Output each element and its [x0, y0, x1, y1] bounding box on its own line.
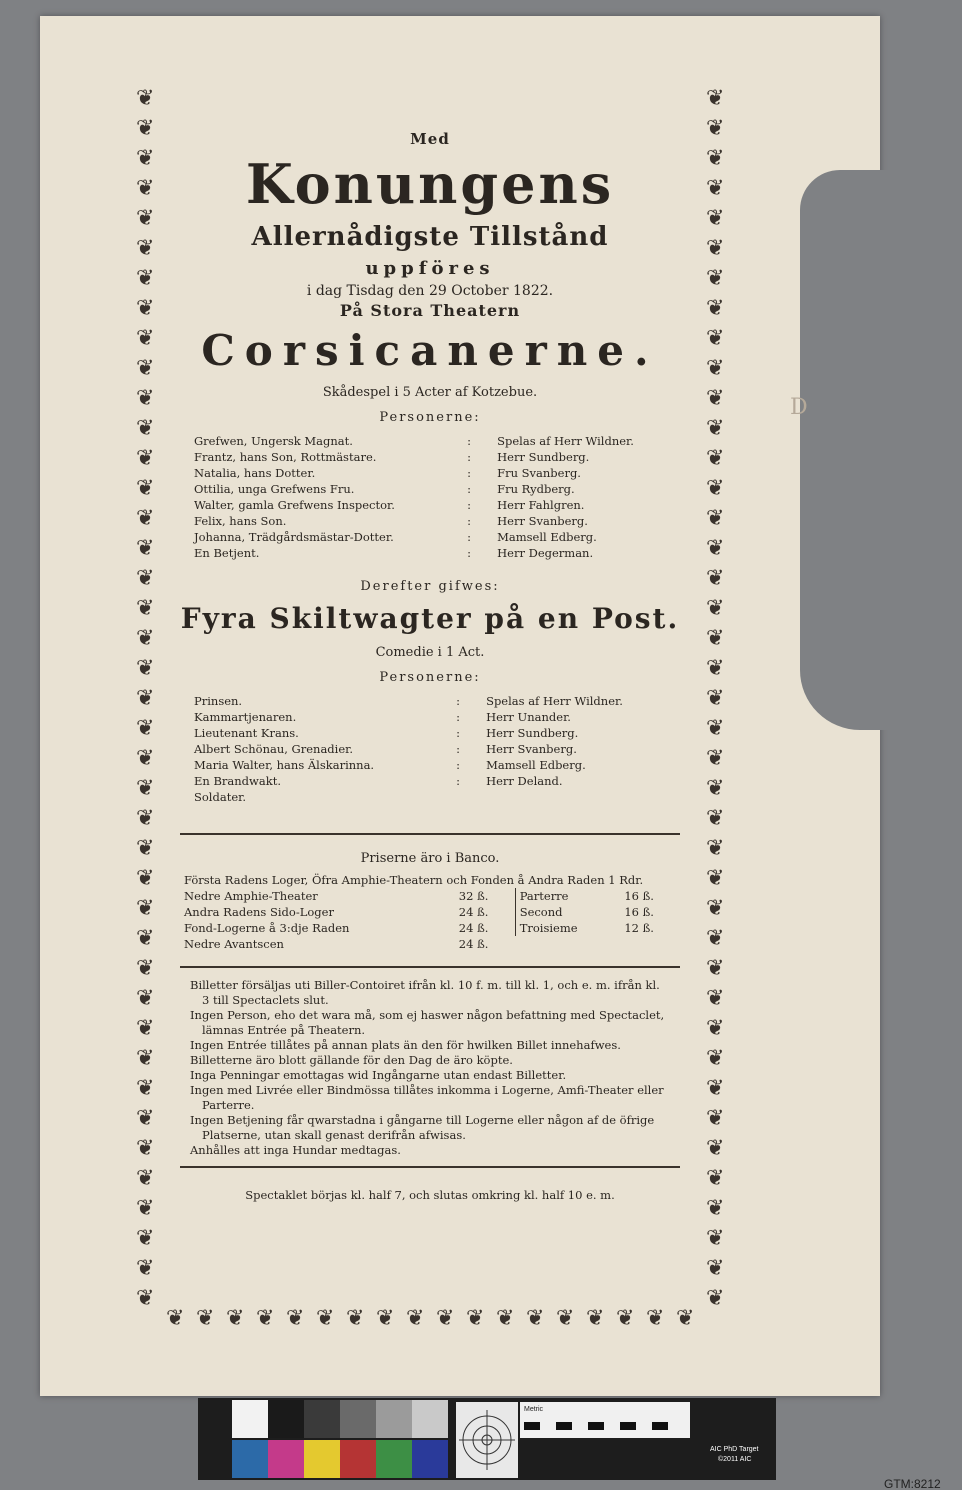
ornament-icon: ❦ [706, 1046, 725, 1071]
price: 16 ß. [624, 889, 654, 903]
price-row [180, 872, 680, 888]
ornament-icon: ❦ [706, 506, 725, 531]
ornament-icon: ❦ [706, 146, 725, 171]
price-row [180, 936, 680, 952]
ornament-icon: ❦ [136, 896, 155, 921]
target-title: AIC PhD Target [710, 1446, 759, 1453]
ornament-icon: ❦ [706, 896, 725, 921]
rule-item: Ingen Betjening får qwarstadna i gångarne till Logerne eller någon af de öfrige Platserne, utan skall genast derifrån afwisas. [190, 1113, 655, 1142]
ruler [520, 1402, 690, 1438]
ornament-icon: ❦ [676, 1306, 695, 1331]
ornament-icon: ❦ [706, 746, 725, 771]
role: Lieutenant Krans. [194, 726, 299, 740]
price: 16 ß. [624, 905, 654, 919]
gray-patch [268, 1400, 304, 1438]
ornament-icon: ❦ [136, 1166, 155, 1191]
dots: : [467, 546, 472, 560]
cast-row [190, 433, 670, 449]
actor: Fru Rydberg. [497, 482, 575, 496]
rule-item: Ingen med Livrée eller Bindmössa tillåtes inkomma i Logerne, Amfi-Theater eller Parterre. [190, 1083, 664, 1112]
role: Albert Schönau, Grenadier. [194, 742, 354, 756]
ornament-icon: ❦ [706, 326, 725, 351]
ornament-icon: ❦ [136, 1196, 155, 1221]
price: 24 ß. [458, 921, 489, 935]
ornament-icon: ❦ [226, 1306, 245, 1331]
actor: Herr Deland. [486, 774, 563, 788]
role: Walter, gamla Grefwens Inspector. [194, 498, 395, 512]
divider [180, 1166, 680, 1168]
ornament-icon: ❦ [706, 206, 725, 231]
gray-patch [376, 1400, 412, 1438]
ornament-icon: ❦ [136, 1256, 155, 1281]
ornament-icon: ❦ [136, 776, 155, 801]
price-first-line: Första Radens Loger, Öfra Amphie-Theatern och Fonden å Andra Raden 1 Rdr. [184, 873, 644, 887]
cast-row [190, 789, 670, 805]
role: Johanna, Trädgårdsmästar-Dotter. [194, 530, 394, 544]
seat: Fond-Logerne å 3:dje Raden [184, 921, 350, 935]
ornament-icon: ❦ [136, 536, 155, 561]
ornament-icon: ❦ [136, 656, 155, 681]
actor: Herr Svanberg. [497, 514, 588, 528]
second-title: Fyra Skiltwagter på en Post. [180, 602, 680, 635]
price: 24 ß. [458, 937, 489, 951]
house-rules [190, 978, 670, 1158]
dots: : [467, 482, 472, 496]
ornament-icon: ❦ [136, 506, 155, 531]
ornament-icon: ❦ [136, 1046, 155, 1071]
seat: Nedre Avantscen [184, 937, 284, 951]
dots: : [456, 742, 460, 756]
performance-date: i dag Tisdag den 29 October 1822. [306, 283, 554, 299]
gray-patch [412, 1400, 448, 1438]
ornament-icon: ❦ [136, 986, 155, 1011]
ornament-icon: ❦ [706, 596, 725, 621]
actor: Herr Degerman. [497, 546, 594, 560]
ornament-icon: ❦ [706, 266, 725, 291]
ornament-icon: ❦ [706, 1016, 725, 1041]
playbill-content [170, 120, 690, 1202]
ornament-icon: ❦ [706, 566, 725, 591]
ornament-icon: ❦ [706, 1136, 725, 1161]
ornament-icon: ❦ [346, 1306, 365, 1331]
dots [434, 789, 482, 805]
role: Grefwen, Ungersk Magnat. [194, 434, 353, 448]
resolution-target [456, 1402, 518, 1478]
gray-patch [340, 1400, 376, 1438]
ornament-icon: ❦ [136, 1076, 155, 1101]
color-patch [268, 1440, 304, 1478]
dots: : [456, 694, 460, 708]
bottom-margin [0, 1490, 962, 1500]
cast-row [190, 497, 670, 513]
actor: Herr Sundberg. [486, 726, 579, 740]
role: Soldater. [194, 790, 247, 804]
play-subtitle: Skådespel i 5 Acter af Kotzebue. [322, 385, 538, 400]
ornament-icon: ❦ [136, 236, 155, 261]
actor: Herr Svanberg. [486, 742, 577, 756]
cast-row [190, 773, 670, 789]
color-patch [412, 1440, 448, 1478]
role: Frantz, hans Son, Rottmästare. [194, 450, 377, 464]
ornament-icon: ❦ [136, 1286, 155, 1311]
header-med: Med [410, 130, 450, 148]
ornament-icon: ❦ [136, 176, 155, 201]
ornament-icon: ❦ [136, 86, 155, 111]
ornament-icon: ❦ [136, 686, 155, 711]
rule-item: Ingen Person, eho det wara må, som ej haswer någon befattning med Spectaclet, lämnas Entrée på Theatern. [190, 1008, 665, 1037]
ornament-icon: ❦ [136, 566, 155, 591]
cast-row [190, 725, 670, 741]
actor: Spelas af Herr Wildner. [497, 434, 634, 448]
seat: Troisieme [515, 920, 620, 936]
ornament-icon: ❦ [706, 356, 725, 381]
color-patch [340, 1440, 376, 1478]
rule-item: Billetter försäljas uti Biller-Contoiret ifrån kl. 10 f. m. till kl. 1, och e. m. ifrån kl. 3 till Spectaclets slut. [190, 978, 660, 1007]
dots: : [467, 530, 472, 544]
dots: : [456, 774, 460, 788]
ornament-icon: ❦ [136, 1136, 155, 1161]
actor: Fru Svanberg. [497, 466, 581, 480]
target-copyright: ©2011 AIC [718, 1456, 752, 1463]
ornament-icon: ❦ [136, 836, 155, 861]
ornament-icon: ❦ [706, 1286, 725, 1311]
ornament-icon: ❦ [706, 1106, 725, 1131]
price-row [180, 904, 680, 920]
role: Felix, hans Son. [194, 514, 287, 528]
ornament-icon: ❦ [706, 836, 725, 861]
header-uppfores: uppföres [365, 258, 495, 279]
ornament-icon: ❦ [706, 416, 725, 441]
ornament-icon: ❦ [706, 656, 725, 681]
ornament-icon: ❦ [136, 956, 155, 981]
actor [482, 789, 670, 805]
cast-list-1 [190, 433, 670, 561]
seat: Second [515, 904, 620, 920]
ornament-icon: ❦ [706, 686, 725, 711]
ornament-icon: ❦ [526, 1306, 545, 1331]
ornament-icon: ❦ [136, 866, 155, 891]
ruler-scale [524, 1422, 684, 1430]
ornament-icon: ❦ [706, 956, 725, 981]
rule-item: Ingen Entrée tillåtes på annan plats än den för hwilken Billet innehafwes. [190, 1038, 621, 1052]
cast-row [190, 513, 670, 529]
cast-row [190, 449, 670, 465]
ornament-icon: ❦ [706, 716, 725, 741]
dots: : [456, 726, 460, 740]
play-title: Corsicanerne. [201, 326, 659, 375]
dots: : [467, 498, 472, 512]
ornament-icon: ❦ [496, 1306, 515, 1331]
ornament-icon: ❦ [436, 1306, 455, 1331]
cast-row [190, 545, 670, 561]
ornament-icon: ❦ [706, 926, 725, 951]
ornament-icon: ❦ [136, 356, 155, 381]
ornament-icon: ❦ [706, 776, 725, 801]
cast-row [190, 465, 670, 481]
header-tillstand: Allernådigste Tillstånd [251, 222, 609, 252]
rule-item: Anhålles att inga Hundar medtagas. [190, 1143, 401, 1157]
ornament-icon: ❦ [136, 386, 155, 411]
ornament-icon: ❦ [376, 1306, 395, 1331]
role: Ottilia, unga Grefwens Fru. [194, 482, 355, 496]
ornament-icon: ❦ [136, 116, 155, 141]
dots: : [456, 758, 460, 772]
start-time-note: Spectaklet börjas kl. half 7, och slutas omkring kl. half 10 e. m. [245, 1188, 615, 1202]
ornament-icon: ❦ [136, 326, 155, 351]
cast-list-2 [190, 693, 670, 805]
ornament-icon: ❦ [706, 1226, 725, 1251]
ornament-icon: ❦ [406, 1306, 425, 1331]
ornament-icon: ❦ [706, 1076, 725, 1101]
role: En Brandwakt. [194, 774, 281, 788]
divider [180, 966, 680, 968]
dots: : [456, 710, 460, 724]
ornament-icon: ❦ [196, 1306, 215, 1331]
ornament-icon: ❦ [706, 986, 725, 1011]
price: 24 ß. [458, 905, 489, 919]
ornament-icon: ❦ [136, 146, 155, 171]
ornament-icon: ❦ [136, 296, 155, 321]
ornament-icon: ❦ [286, 1306, 305, 1331]
cast-row [190, 757, 670, 773]
actor: Mamsell Edberg. [497, 530, 597, 544]
color-patch [376, 1440, 412, 1478]
header-konungens: Konungens [245, 152, 615, 216]
ornament-icon: ❦ [136, 1226, 155, 1251]
divider [180, 833, 680, 835]
actor: Herr Unander. [486, 710, 571, 724]
ornament-icon: ❦ [616, 1306, 635, 1331]
dots: : [467, 466, 472, 480]
ornament-icon: ❦ [556, 1306, 575, 1331]
ornament-icon: ❦ [136, 446, 155, 471]
actor: Herr Sundberg. [497, 450, 590, 464]
color-calibration-target [198, 1398, 776, 1480]
ornament-icon: ❦ [706, 866, 725, 891]
actor: Spelas af Herr Wildner. [486, 694, 623, 708]
ornament-icon: ❦ [136, 746, 155, 771]
role: Natalia, hans Dotter. [194, 466, 316, 480]
theatre-name: På Stora Theatern [339, 301, 521, 320]
ornament-icon: ❦ [706, 116, 725, 141]
actor: Herr Fahlgren. [497, 498, 585, 512]
cast-row [190, 709, 670, 725]
role: Kammartjenaren. [194, 710, 297, 724]
ornament-icon: ❦ [256, 1306, 275, 1331]
cast-row [190, 693, 670, 709]
dots: : [467, 434, 472, 448]
second-intro: Derefter gifwes: [360, 579, 500, 594]
ornament-icon: ❦ [706, 626, 725, 651]
ornament-icon: ❦ [706, 476, 725, 501]
ornament-icon: ❦ [136, 926, 155, 951]
second-cast-heading: Personerne: [379, 670, 481, 685]
seat: Parterre [515, 888, 620, 904]
ornament-icon: ❦ [706, 536, 725, 561]
actor: Mamsell Edberg. [486, 758, 586, 772]
dots: : [467, 450, 472, 464]
gray-patch [304, 1400, 340, 1438]
price-table [180, 872, 680, 952]
ornament-icon: ❦ [136, 626, 155, 651]
ornament-icon: ❦ [706, 1166, 725, 1191]
ornament-icon: ❦ [136, 476, 155, 501]
ornament-icon: ❦ [706, 236, 725, 261]
color-patch [232, 1440, 268, 1478]
ornament-icon: ❦ [136, 266, 155, 291]
ornament-icon: ❦ [706, 386, 725, 411]
role: Maria Walter, hans Älskarinna. [194, 758, 375, 772]
seat [515, 936, 620, 952]
ornament-icon: ❦ [136, 596, 155, 621]
ornament-icon: ❦ [136, 206, 155, 231]
ornament-icon: ❦ [136, 416, 155, 441]
role: Prinsen. [194, 694, 243, 708]
second-subtitle: Comedie i 1 Act. [375, 645, 485, 660]
color-patch [304, 1440, 340, 1478]
ornament-icon: ❦ [706, 1196, 725, 1221]
rule-item: Billetterne äro blott gällande för den Dag de äro köpte. [190, 1053, 513, 1067]
ruler-label: Metric [524, 1406, 544, 1413]
ornament-icon: ❦ [136, 806, 155, 831]
cast-row [190, 529, 670, 545]
price: 32 ß. [458, 889, 489, 903]
ornament-icon: ❦ [706, 446, 725, 471]
ornament-icon: ❦ [136, 716, 155, 741]
crosshair-icon [456, 1402, 518, 1478]
price [620, 936, 680, 952]
cast-heading: Personerne: [379, 410, 481, 425]
ornament-icon: ❦ [316, 1306, 335, 1331]
gray-patch [232, 1400, 268, 1438]
ornament-icon: ❦ [706, 86, 725, 111]
cast-row [190, 741, 670, 757]
ornament-icon: ❦ [706, 1256, 725, 1281]
seat: Andra Radens Sido-Loger [184, 905, 334, 919]
ornament-icon: ❦ [166, 1306, 185, 1331]
ornament-icon: ❦ [706, 296, 725, 321]
ornament-icon: ❦ [136, 1016, 155, 1041]
role: En Betjent. [194, 546, 260, 560]
cast-row [190, 481, 670, 497]
seat: Nedre Amphie-Theater [184, 889, 318, 903]
torn-edge [800, 170, 920, 730]
ornament-icon: ❦ [586, 1306, 605, 1331]
ornament-icon: ❦ [706, 176, 725, 201]
ornament-icon: ❦ [466, 1306, 485, 1331]
ornament-icon: ❦ [646, 1306, 665, 1331]
rule-item: Inga Penningar emottagas wid Ingångarne utan endast Billetter. [190, 1068, 567, 1082]
catalog-label: GTM:8212 [884, 1477, 941, 1491]
prices-heading: Priserne äro i Banco. [360, 851, 500, 866]
ornament-icon: ❦ [706, 806, 725, 831]
price: 12 ß. [624, 921, 654, 935]
ornament-icon: ❦ [136, 1106, 155, 1131]
dots: : [467, 514, 472, 528]
price-row [180, 920, 680, 936]
pencil-mark: D [790, 395, 808, 420]
price-row [180, 888, 680, 904]
